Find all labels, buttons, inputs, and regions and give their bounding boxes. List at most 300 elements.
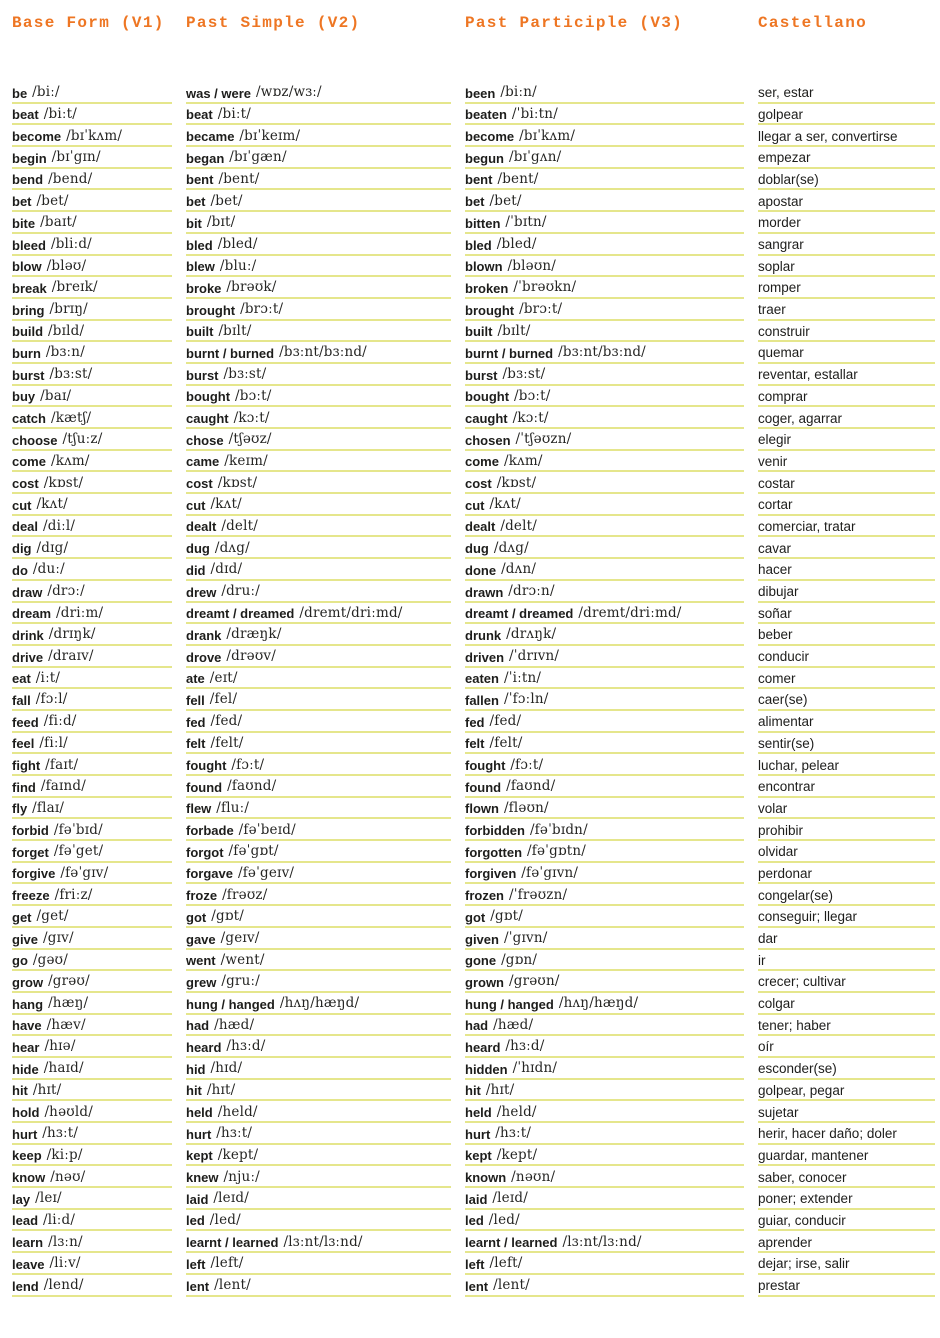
verb-text: find	[12, 779, 36, 795]
ipa-transcription: /delt/	[221, 517, 259, 534]
cell-past-participle	[465, 299, 744, 321]
verb-text: bit	[186, 215, 202, 231]
cell-base-form	[12, 1188, 172, 1210]
translation-text: comerciar, tratar	[758, 518, 856, 534]
translation-text: conducir	[758, 649, 810, 665]
cell-past-simple	[186, 516, 451, 538]
ipa-transcription: /kɔːt/	[233, 409, 270, 426]
ipa-transcription: /kʌm/	[50, 452, 90, 469]
translation-text: morder	[758, 215, 801, 231]
verb-text: held	[186, 1105, 213, 1120]
verb-text: leave	[12, 1256, 45, 1272]
verb-text: fall	[12, 692, 31, 708]
cell-past-participle	[465, 1145, 744, 1167]
verb-text: hid	[186, 1061, 206, 1077]
cell-past-participle	[465, 537, 744, 559]
ipa-transcription: /gɒn/	[501, 951, 538, 968]
cell-castellano	[758, 494, 935, 516]
translation-text: encontrar	[758, 779, 816, 795]
cell-base-form	[12, 342, 172, 364]
verb-text: come	[465, 454, 499, 470]
verb-text: grow	[12, 974, 44, 990]
cell-base-form	[12, 1210, 172, 1232]
ipa-transcription: /nəʊ/	[50, 1168, 86, 1185]
cell-past-simple	[186, 841, 451, 863]
verb-text: buy	[12, 389, 36, 405]
ipa-transcription: /ˈhɪdn/	[512, 1060, 558, 1077]
ipa-transcription: /bləʊ/	[46, 257, 87, 274]
verb-text: burst	[186, 367, 219, 383]
translation-text: sujetar	[758, 1104, 799, 1120]
verb-text: eat	[12, 671, 31, 687]
verb-text: broke	[186, 280, 222, 296]
cell-past-simple	[186, 169, 451, 191]
verb-text: did	[186, 562, 206, 578]
verb-text: lend	[12, 1278, 39, 1294]
ipa-transcription: /bet/	[489, 192, 522, 209]
cell-past-simple	[186, 364, 451, 386]
cell-past-participle	[465, 950, 744, 972]
column-header-past-simple: Past Simple (V2)	[186, 14, 361, 32]
cell-past-participle	[465, 1253, 744, 1275]
verb-text: cost	[186, 476, 213, 492]
translation-text: elegir	[758, 432, 792, 448]
cell-past-simple	[186, 429, 451, 451]
cell-castellano	[758, 581, 935, 603]
verb-text: chosen	[465, 432, 511, 448]
verb-text: forbid	[12, 823, 49, 839]
cell-castellano	[758, 82, 935, 104]
ipa-transcription: /lɜːn/	[48, 1233, 83, 1250]
translation-text: poner; extender	[758, 1191, 853, 1207]
ipa-transcription: /bɪld/	[48, 322, 85, 339]
translation-text: guiar, conducir	[758, 1212, 846, 1228]
verb-text: led	[465, 1213, 484, 1229]
verb-text: fell	[186, 692, 205, 708]
ipa-transcription: /fed/	[489, 713, 522, 730]
cell-castellano	[758, 971, 935, 993]
cell-past-participle	[465, 342, 744, 364]
ipa-transcription: /tʃuːz/	[62, 431, 103, 448]
verb-text: was / were	[186, 85, 252, 101]
ipa-transcription: /hʌŋ/hæŋd/	[279, 995, 360, 1012]
translation-text: hacer	[758, 562, 792, 578]
cell-past-participle	[465, 711, 744, 733]
ipa-transcription: /hɪd/	[210, 1060, 243, 1077]
ipa-transcription: /druː/	[221, 583, 260, 599]
verb-text: been	[465, 85, 496, 101]
ipa-transcription: /bɜːst/	[502, 366, 546, 383]
ipa-transcription: /bɜːn/	[45, 344, 85, 361]
cell-castellano	[758, 212, 935, 234]
verb-text: break	[12, 280, 47, 296]
cell-past-participle	[465, 624, 744, 646]
ipa-transcription: /bɔːt/	[235, 387, 272, 404]
verb-text: fight	[12, 758, 41, 773]
column-header-base-form: Base Form (V1)	[12, 14, 165, 32]
verb-text: dealt	[465, 519, 496, 535]
ipa-transcription: /fəˈbɪd/	[53, 821, 103, 838]
ipa-transcription: /kʌt/	[210, 496, 242, 513]
cell-castellano	[758, 603, 935, 625]
verb-text: left	[186, 1256, 206, 1272]
verb-text: drew	[186, 584, 217, 600]
ipa-transcription: /bɪˈkʌm/	[66, 127, 123, 144]
ipa-transcription: /biː/	[32, 84, 60, 101]
verb-text: flew	[186, 801, 212, 817]
verb-text: grown	[465, 974, 504, 990]
cell-castellano	[758, 1231, 935, 1253]
cell-past-participle	[465, 581, 744, 603]
verb-text: freeze	[12, 888, 50, 904]
verb-text: bought	[186, 389, 231, 405]
verb-text: lead	[12, 1213, 39, 1229]
verb-text: burst	[12, 367, 45, 383]
ipa-transcription: /dremt/driːmd/	[299, 604, 403, 621]
cell-past-simple	[186, 1166, 451, 1188]
cell-past-participle	[465, 429, 744, 451]
ipa-transcription: /friːz/	[54, 886, 93, 903]
verb-text: forgotten	[465, 844, 523, 860]
cell-base-form	[12, 364, 172, 386]
verb-text: left	[465, 1256, 485, 1272]
verb-text: cost	[465, 476, 492, 492]
translation-text: golpear	[758, 106, 804, 122]
verb-text: hurt	[186, 1126, 212, 1142]
cell-past-participle	[465, 906, 744, 928]
verb-text: drunk	[465, 627, 502, 643]
cell-base-form	[12, 1015, 172, 1037]
verb-text: laid	[186, 1191, 209, 1207]
cell-past-simple	[186, 581, 451, 603]
ipa-transcription: /leɪd/	[213, 1190, 249, 1207]
cell-past-participle	[465, 776, 744, 798]
cell-base-form	[12, 863, 172, 885]
verb-text: become	[465, 129, 515, 145]
verb-text: hang	[12, 996, 44, 1012]
cell-castellano	[758, 819, 935, 841]
ipa-transcription: /bɪˈgɪn/	[51, 149, 101, 166]
ipa-transcription: /kʌt/	[489, 496, 521, 513]
ipa-transcription: /ˈbrəʊkn/	[513, 279, 577, 296]
cell-base-form	[12, 668, 172, 690]
cell-past-simple	[186, 1058, 451, 1080]
ipa-transcription: /diːl/	[43, 517, 76, 534]
cell-past-simple	[186, 798, 451, 820]
cell-castellano	[758, 407, 935, 429]
cell-past-simple	[186, 299, 451, 321]
cell-castellano	[758, 776, 935, 798]
column-header-castellano: Castellano	[758, 14, 868, 32]
translation-text: quemar	[758, 345, 804, 361]
ipa-transcription: /left/	[210, 1255, 244, 1272]
verb-text: bet	[12, 194, 32, 210]
cell-past-simple	[186, 1275, 451, 1297]
verb-text: fed	[186, 714, 206, 730]
cell-past-simple	[186, 451, 451, 473]
verb-text: brought	[186, 302, 236, 318]
cell-past-simple	[186, 1210, 451, 1232]
cell-castellano	[758, 277, 935, 299]
ipa-transcription: /bɪt/	[206, 214, 236, 231]
translation-text: esconder(se)	[758, 1061, 837, 1077]
cell-past-simple	[186, 1188, 451, 1210]
cell-past-participle	[465, 364, 744, 386]
cell-castellano	[758, 1036, 935, 1058]
verb-text: drank	[186, 627, 222, 643]
cell-past-participle	[465, 733, 744, 755]
ipa-transcription: /left/	[489, 1255, 523, 1272]
cell-past-participle	[465, 82, 744, 104]
translation-text: cavar	[758, 540, 792, 556]
verb-text: kept	[186, 1148, 213, 1164]
verb-text: bring	[12, 302, 45, 318]
cell-base-form	[12, 1080, 172, 1102]
cell-past-simple	[186, 906, 451, 928]
cell-past-simple	[186, 971, 451, 993]
translation-text: reventar, estallar	[758, 367, 858, 383]
ipa-transcription: /frəʊz/	[222, 886, 268, 903]
ipa-transcription: /fɔːt/	[231, 756, 265, 773]
ipa-transcription: /drɪŋk/	[48, 626, 96, 643]
cell-castellano	[758, 1101, 935, 1123]
translation-text: congelar(se)	[758, 887, 834, 903]
cell-castellano	[758, 1058, 935, 1080]
verb-text: beaten	[465, 107, 507, 123]
ipa-transcription: /hʌŋ/hæŋd/	[558, 995, 639, 1012]
cell-castellano	[758, 321, 935, 343]
cell-castellano	[758, 537, 935, 559]
cell-past-participle	[465, 147, 744, 169]
cell-castellano	[758, 342, 935, 364]
ipa-transcription: /held/	[496, 1103, 537, 1120]
cell-past-participle	[465, 754, 744, 776]
ipa-transcription: /fəˈgeɪv/	[237, 864, 295, 881]
verb-text: laid	[465, 1191, 488, 1207]
cell-past-simple	[186, 190, 451, 212]
cell-past-simple	[186, 321, 451, 343]
ipa-transcription: /kept/	[217, 1146, 259, 1163]
verb-text: learn	[12, 1235, 44, 1251]
ipa-transcription: /biːt/	[217, 105, 251, 122]
ipa-transcription: /bled/	[217, 236, 258, 252]
ipa-transcription: /fɔːt/	[510, 756, 544, 773]
verb-text: bled	[465, 237, 492, 253]
cell-castellano	[758, 1253, 935, 1275]
cell-past-participle	[465, 928, 744, 950]
translation-text: prohibir	[758, 822, 804, 838]
verb-text: given	[465, 931, 499, 947]
cell-castellano	[758, 190, 935, 212]
verb-text: heard	[186, 1039, 222, 1055]
cell-past-participle	[465, 884, 744, 906]
ipa-transcription: /bləʊn/	[507, 257, 557, 274]
ipa-transcription: /fləʊn/	[503, 799, 549, 816]
verb-text: bend	[12, 172, 44, 188]
ipa-transcription: /hæd/	[493, 1016, 534, 1033]
verb-text: dreamt / dreamed	[465, 606, 574, 622]
ipa-transcription: /led/	[209, 1211, 241, 1228]
verb-text: kept	[465, 1148, 492, 1164]
translation-text: construir	[758, 323, 810, 339]
cell-past-participle	[465, 646, 744, 668]
cell-base-form	[12, 1058, 172, 1080]
ipa-transcription: /bɪlt/	[497, 322, 531, 339]
cell-past-simple	[186, 819, 451, 841]
verb-text: be	[12, 85, 28, 101]
cell-base-form	[12, 82, 172, 104]
cell-past-simple	[186, 1036, 451, 1058]
verb-text: hear	[12, 1039, 40, 1055]
ipa-transcription: /dræŋk/	[226, 626, 282, 643]
cell-past-simple	[186, 624, 451, 646]
translation-text: llegar a ser, convertirse	[758, 128, 898, 144]
translation-text: perdonar	[758, 865, 813, 881]
cell-castellano	[758, 1166, 935, 1188]
cell-base-form	[12, 299, 172, 321]
verb-text: do	[12, 562, 28, 578]
cell-castellano	[758, 559, 935, 581]
cell-past-simple	[186, 256, 451, 278]
cell-past-simple	[186, 1080, 451, 1102]
ipa-transcription: /hæŋ/	[48, 995, 89, 1012]
ipa-transcription: /fel/	[209, 691, 238, 708]
cell-castellano	[758, 928, 935, 950]
verb-text: dug	[465, 541, 489, 557]
ipa-transcription: /ˈiːtn/	[503, 669, 542, 686]
verb-text: hide	[12, 1061, 39, 1077]
verb-text: found	[186, 779, 223, 795]
cell-castellano	[758, 906, 935, 928]
ipa-transcription: /hɜːt/	[495, 1125, 532, 1142]
ipa-transcription: /brəʊk/	[226, 279, 277, 296]
cell-castellano	[758, 1275, 935, 1297]
verb-text: choose	[12, 432, 58, 448]
verb-text: bent	[186, 172, 214, 188]
translation-text: apostar	[758, 193, 804, 209]
cell-castellano	[758, 1188, 935, 1210]
verb-text: gave	[186, 931, 216, 947]
verb-text: fought	[186, 758, 227, 773]
verb-text: learnt / learned	[186, 1235, 279, 1251]
cell-past-simple	[186, 342, 451, 364]
translation-text: ser, estar	[758, 85, 814, 101]
cell-castellano	[758, 1145, 935, 1167]
verb-text: deal	[12, 519, 39, 535]
verb-text: hurt	[465, 1126, 491, 1142]
ipa-transcription: /fəˈgɪvn/	[521, 864, 579, 881]
cell-past-simple	[186, 603, 451, 625]
translation-text: soplar	[758, 258, 795, 274]
ipa-transcription: /dʌg/	[493, 539, 529, 556]
cell-base-form	[12, 1101, 172, 1123]
ipa-transcription: /brɔːt/	[240, 301, 284, 318]
verb-text: became	[186, 129, 235, 145]
cell-castellano	[758, 1123, 935, 1145]
cell-castellano	[758, 147, 935, 169]
cell-castellano	[758, 884, 935, 906]
verb-text: ate	[186, 671, 205, 687]
ipa-transcription: /ˈfrəʊzn/	[509, 886, 568, 903]
cell-past-participle	[465, 559, 744, 581]
ipa-transcription: /ˈgɪvn/	[503, 930, 548, 946]
cell-past-participle	[465, 971, 744, 993]
cell-past-simple	[186, 234, 451, 256]
cell-past-simple	[186, 494, 451, 516]
ipa-transcription: /bliːd/	[50, 236, 92, 252]
verb-text: fly	[12, 801, 28, 817]
ipa-transcription: /keɪm/	[224, 452, 268, 469]
verb-text: bought	[465, 389, 510, 405]
verb-text: built	[186, 324, 214, 340]
cell-base-form	[12, 798, 172, 820]
cell-past-participle	[465, 212, 744, 234]
ipa-transcription: /lent/	[214, 1277, 251, 1293]
cell-past-simple	[186, 1253, 451, 1275]
translation-text: herir, hacer daño; doler	[758, 1126, 897, 1142]
cell-base-form	[12, 516, 172, 538]
translation-text: crecer; cultivar	[758, 974, 846, 990]
ipa-transcription: /kiːp/	[46, 1146, 83, 1163]
cell-castellano	[758, 472, 935, 494]
cell-castellano	[758, 1015, 935, 1037]
cell-past-participle	[465, 1275, 744, 1297]
cell-base-form	[12, 1036, 172, 1058]
verb-text: forbidden	[465, 823, 525, 839]
verb-text: bitten	[465, 215, 501, 231]
ipa-transcription: /brɔːt/	[519, 301, 563, 318]
cell-base-form	[12, 1145, 172, 1167]
column-header-past-participle: Past Participle (V3)	[465, 14, 684, 32]
verb-text: become	[12, 129, 62, 145]
translation-text: beber	[758, 627, 793, 643]
cell-base-form	[12, 104, 172, 126]
cell-past-simple	[186, 386, 451, 408]
verb-text: hung / hanged	[465, 996, 554, 1012]
ipa-transcription: /ˈfɔːln/	[503, 691, 549, 708]
cell-past-simple	[186, 689, 451, 711]
verb-text: hit	[12, 1083, 28, 1099]
translation-text: sangrar	[758, 237, 804, 252]
ipa-transcription: /brɪŋ/	[49, 301, 88, 318]
ipa-transcription: /drʌŋk/	[506, 626, 557, 643]
verb-text: drive	[12, 649, 44, 665]
cell-base-form	[12, 472, 172, 494]
ipa-transcription: /get/	[36, 908, 69, 925]
translation-text: venir	[758, 453, 788, 469]
ipa-transcription: /kɒst/	[496, 474, 537, 491]
ipa-transcription: /hɪt/	[206, 1081, 236, 1098]
translation-text: comprar	[758, 388, 808, 404]
translation-text: ir	[758, 952, 766, 968]
verb-text: dream	[12, 606, 52, 622]
cell-past-simple	[186, 646, 451, 668]
cell-past-participle	[465, 234, 744, 256]
cell-base-form	[12, 537, 172, 559]
ipa-transcription: /kept/	[496, 1146, 538, 1163]
verb-text: catch	[12, 411, 46, 426]
cell-past-participle	[465, 993, 744, 1015]
ipa-transcription: /kɔːt/	[512, 409, 549, 426]
cell-base-form	[12, 234, 172, 256]
cell-base-form	[12, 928, 172, 950]
cell-past-simple	[186, 950, 451, 972]
verb-text: bleed	[12, 237, 46, 253]
cell-castellano	[758, 516, 935, 538]
ipa-transcription: /ˈbiːtn/	[511, 105, 558, 122]
verb-text: hit	[465, 1083, 481, 1099]
cell-base-form	[12, 125, 172, 147]
